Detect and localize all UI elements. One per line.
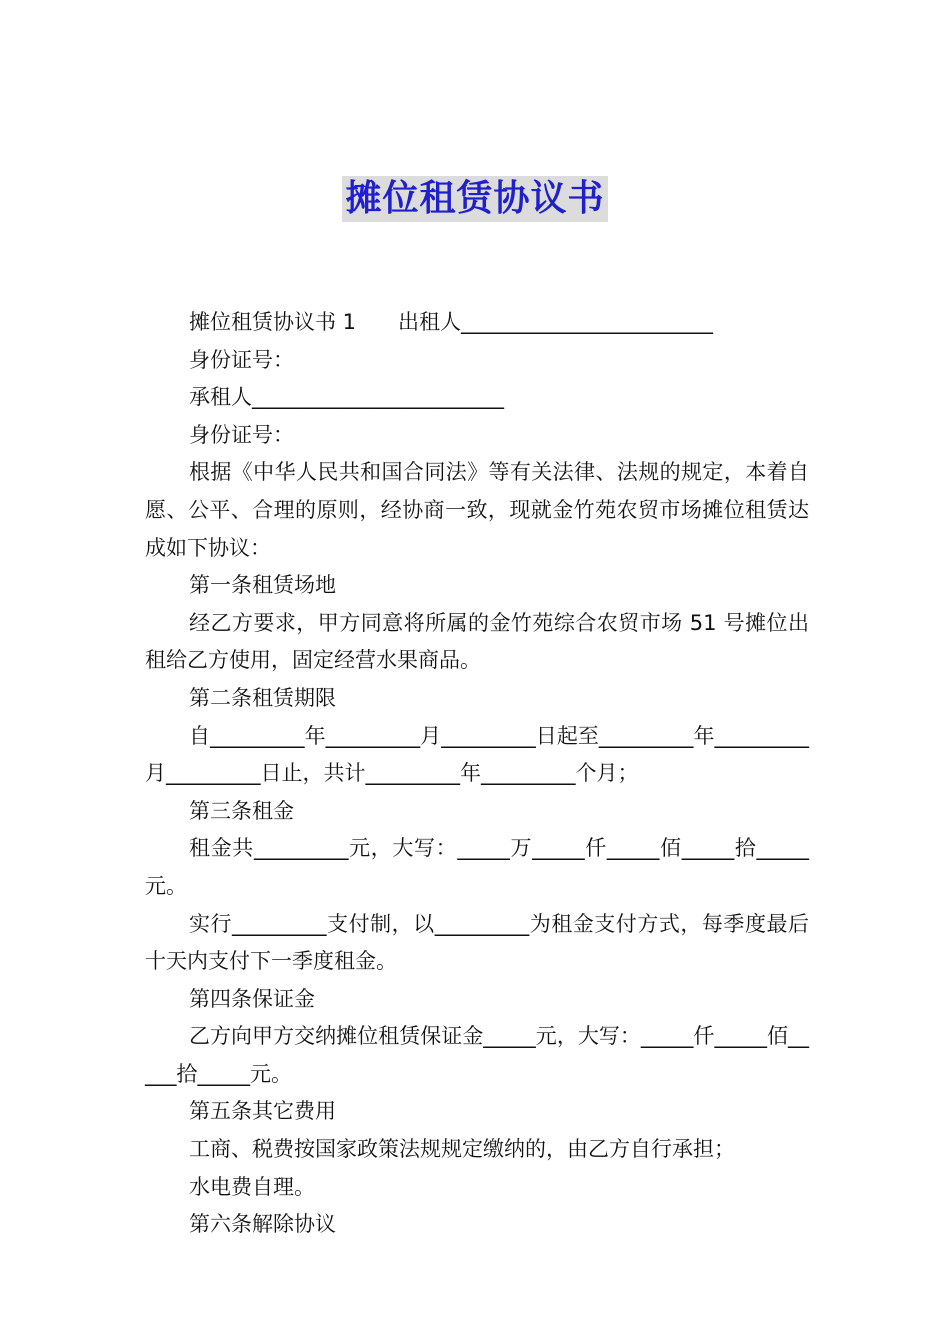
article-2-heading: 第二条租赁期限 — [189, 685, 336, 710]
article-4-heading: 第四条保证金 — [189, 986, 315, 1011]
paragraph-preamble: 根据《中华人民共和国合同法》等有关法律、法规的规定，本着自愿、公平、合理的原则，经协商一致，现就金竹苑农贸市场摊位租赁达成如下协议： — [145, 460, 809, 560]
article-3-body-payment: 实行_________支付制，以_________为租金支付方式，每季度最后十天内支付下一季度租金。 — [145, 911, 809, 974]
document-title: 摊位租赁协议书 — [342, 176, 607, 222]
title-container — [0, 176, 950, 222]
paragraph-lessor-id: 身份证号： — [189, 347, 294, 372]
paragraph-lessee-id: 身份证号： — [189, 422, 294, 447]
article-5-body-utilities: 水电费自理。 — [189, 1174, 315, 1199]
article-1-heading: 第一条租赁场地 — [189, 573, 336, 598]
document-body — [145, 304, 809, 1244]
paragraph-lessee: 承租人________________________ — [189, 385, 504, 410]
article-6-heading: 第六条解除协议 — [189, 1212, 336, 1237]
article-3-heading: 第三条租金 — [189, 798, 294, 823]
article-4-body: 乙方向甲方交纳摊位租赁保证金_____元，大写：_____仟_____佰_____拾_____元。 — [145, 1024, 809, 1086]
paragraph-heading-lessor: 摊位租赁协议书 1 出租人________________________ — [189, 310, 714, 334]
article-1-body: 经乙方要求，甲方同意将所属的金竹苑综合农贸市场 51 号摊位出租给乙方使用，固定经营水果商品。 — [145, 610, 809, 673]
article-2-body: 自_________年_________月_________日起至_________年_________月_________日止，共计_________年_________个月； — [145, 723, 809, 786]
article-3-body-amount: 租金共_________元，大写：_____万_____仟_____佰_____拾_____元。 — [145, 836, 809, 898]
article-5-heading: 第五条其它费用 — [189, 1099, 336, 1124]
article-5-body-tax: 工商、税费按国家政策法规规定缴纳的，由乙方自行承担； — [189, 1137, 735, 1162]
